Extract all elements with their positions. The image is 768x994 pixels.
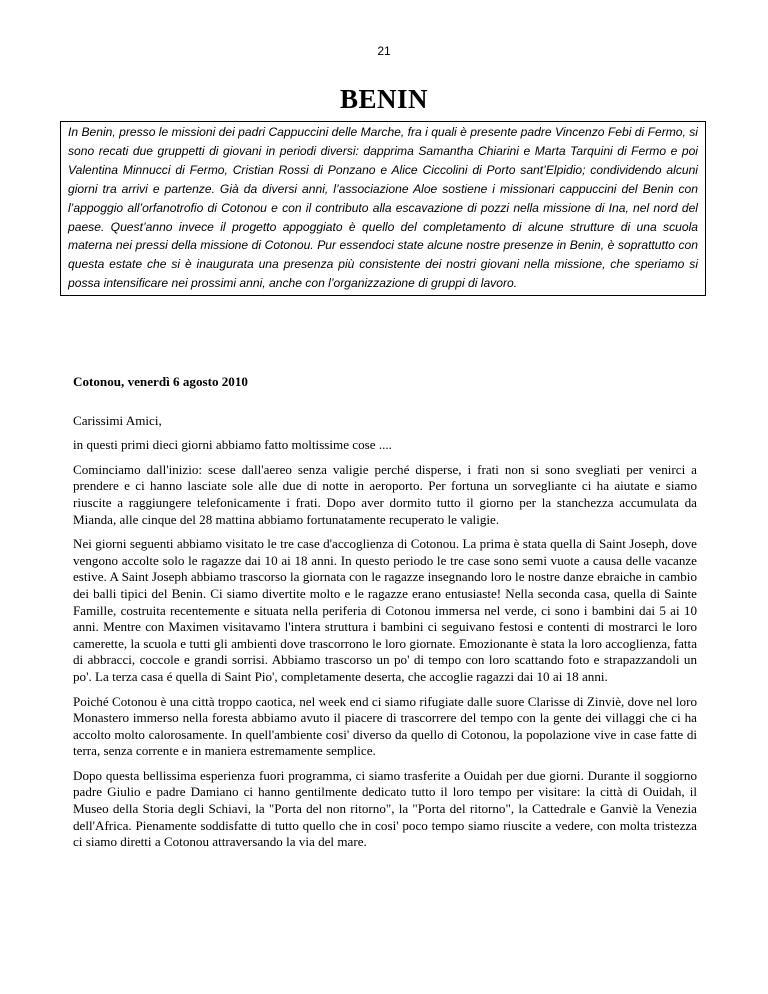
paragraph: Dopo questa bellissima esperienza fuori programma, ci siamo trasferite a Ouidah per due giorni. Durante il soggiorno padre Giulio e padre Damiano ci hanno gentilmente dedicato tutto il loro tempo per visitare: la città di Ouidah, il Museo della Storia degli Schiavi, la "Porta del non ritorno", la "Porta del ritorno", la Cattedrale e Ganviè la Venezia dell'Africa. Pienamente soddisfatte di tutto quello che in cosi' poco tempo siamo riuscite a vedere, con molta tristezza ci siamo diretti a Cotonou attraversando la via del mare. xyxy=(73,767,697,850)
dateline: Cotonou, venerdì 6 agosto 2010 xyxy=(73,374,248,389)
intro-text: In Benin, presso le missioni dei padri Cappuccini delle Marche, fra i quali è presente padre Vincenzo Febi di Fermo, si sono recati due gruppetti di giovani in periodi diversi: dapprima Samantha Chiarini e Marta Tarquini di Fermo e poi Valentina Minnucci di Fermo, Cristian Rossi di Ponzano e Alice Ciccolini di Porto sant’Elpidio; condividendo alcuni giorni tra arrivi e partenze. Già da diversi anni, l’associazione Aloe sostiene i missionari cappuccini del Benin con l’appoggio all’orfanotrofio di Cotonou e con il contributo alla escavazione di pozzi nella missione di Ina, nel nord del paese. Quest’anno invece il progetto appoggiato è quello del completamento di alcune strutture di una scuola materna nei pressi della missione di Cotonou. Pur essendoci state alcune nostre presenze in Benin, è soprattutto con questa estate che si è inaugurata una presenza più consistente dei nostri giovani nella missione, che speriamo si possa intensificare nei prossimi anni, anche con l’organizzazione di gruppi di lavoro. xyxy=(68,125,698,291)
letter-body xyxy=(73,374,697,859)
intro-box xyxy=(60,121,706,296)
page-number: 21 xyxy=(377,44,391,58)
salutation: Carissimi Amici, xyxy=(73,412,162,428)
paragraph: Poiché Cotonou è una città troppo caotica, nel week end ci siamo rifugiate dalle suore Clarisse di Zinviè, dove nel loro Monastero immerso nella foresta abbiamo avuto il piacere di trascorrere del tempo con la gente dei villaggi che ci ha accolto molto calorosamente. In quell'ambiente cosi' diverso da quello di Cotonou, la popolazione vive in case fatte di terra, senza corrente e in maniera estremamente semplice. xyxy=(73,693,697,759)
paragraph: Nei giorni seguenti abbiamo visitato le tre case d'accoglienza di Cotonou. La prima è stata quella di Saint Joseph, dove vengono accolte solo le ragazze dai 10 ai 18 anni. In questo periodo le tre case sono semi vuote a causa delle vacanze estive. A Saint Joseph abbiamo trascorso la giornata con le ragazze insegnando loro le nostre danze ebraiche in cambio dei balli tipici del Benin. Ci siamo divertite molto e le ragazze erano entusiaste! Nella seconda casa, quella di Sainte Famille, costruita recentemente e situata nella periferia di Cotonou immersa nel verde, ci sono i bambini dai 5 ai 10 anni. Mentre con Maximen visitavamo l'intera struttura i bambini ci seguivano festosi e contenti di mostrarci le loro camerette, la scuola e tutti gli ambienti dove trascorrono le loro giornate. Emozionante è stata la loro accoglienza, fatta di abbracci, coccole e grandi sorrisi. Abbiamo trascorso un po' di tempo con loro scattando foto e strapazzandoli un po'. La terza casa é quella di Saint Pio', completamente deserta, che accoglie ragazzi dai 10 ai 18 anni. xyxy=(73,536,697,684)
paragraph: in questi primi dieci giorni abbiamo fatto moltissime cose .... xyxy=(73,437,392,453)
page-title: BENIN xyxy=(339,84,429,114)
paragraph: Cominciamo dall'inizio: scese dall'aereo senza valigie perché disperse, i frati non si sono svegliati per venirci a prendere e ci hanno lasciate sole alle due di notte in aeroporto. Per fortuna un sorvegliante ci ha aiutate e siamo riuscite a raggiungere telefonicamente i frati. Dopo aver dormito tutto il giorno per la stanchezza accumulata da Mianda, alle cinque del 28 mattina abbiamo fortunatamente recuperato le valigie. xyxy=(73,461,697,527)
